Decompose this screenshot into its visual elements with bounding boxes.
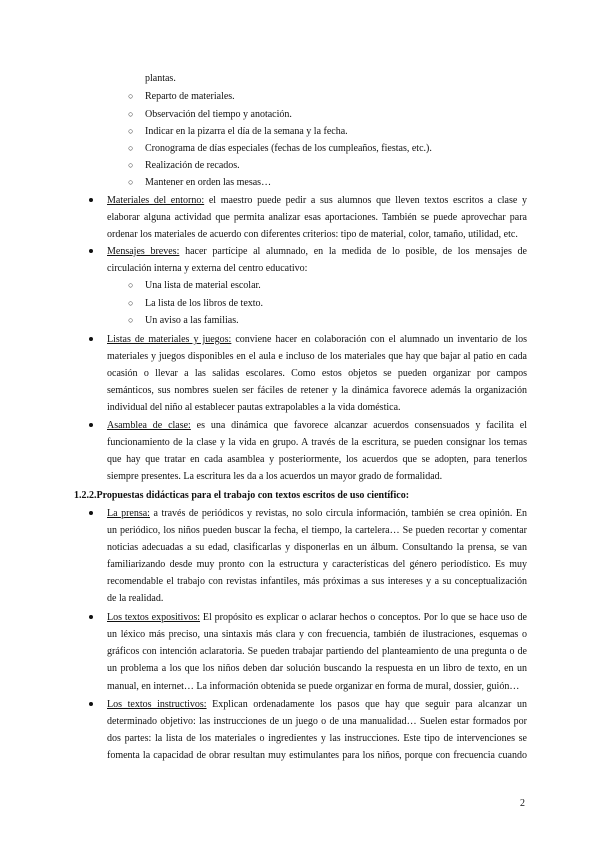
item-title: La prensa: — [107, 508, 150, 519]
paragraph-line: noticias adecuadas a su edad, clasificarlas y disponerlas en un álbum. Consultando la prensa, se van — [107, 542, 527, 553]
circle-bullet-icon: ○ — [128, 143, 134, 153]
paragraph-line: familiarizando desde muy pronto con la estructura y características del género periodístico. Es muy — [107, 559, 527, 570]
paragraph-line: Asamblea de clase: es una dinámica que favorece alcanzar acuerdos consensuados y facilita el — [107, 420, 528, 431]
item-title: Los textos expositivos: — [107, 612, 201, 623]
paragraph-line: gráficos con intención aclaratoria. Se pueden trabajar partiendo del planteamiento de una pregunta o de — [107, 646, 527, 657]
circle-bullet-icon: ○ — [128, 126, 134, 136]
paragraph-line: ordenar los materiales de acuerdo con diferentes criterios: tipo de material, color, tamaño, utilidad, etc. — [107, 229, 518, 240]
paragraph-line: fomenta la capacidad de obrar resultan muy estimulantes para los niños, porque con frecuencia cuando — [107, 750, 527, 761]
paragraph-line: Listas de materiales y juegos: conviene hacer en colaboración con el alumnado un inventario de los — [107, 334, 527, 345]
paragraph-line: de la realidad. — [107, 593, 164, 604]
paragraph-line: materiales y juegos disponibles en el aula e incluso de los materiales que hay que bajar al patio en cada — [107, 351, 527, 362]
list-item: Indicar en la pizarra el día de la semana y la fecha. — [145, 126, 348, 137]
bullet-icon — [89, 615, 93, 619]
circle-bullet-icon: ○ — [128, 91, 134, 101]
circle-bullet-icon: ○ — [128, 177, 134, 187]
bullet-icon — [89, 511, 93, 515]
paragraph-line: ocasión o llevar a las salidas escolares. Como estos objetos se pueden organizar por campos — [107, 368, 527, 379]
paragraph-line: determinado objetivo: las instrucciones de un juego o de una manualidad… Suelen estar formados por — [107, 716, 527, 727]
list-item: Reparto de materiales. — [145, 91, 235, 102]
item-title: Mensajes breves: — [107, 246, 180, 257]
paragraph-line: recomendable el trabajo con revistas infantiles, más próximas a sus intereses y a su conceptualización — [107, 576, 527, 587]
paragraph-line: que hay que tratar en cada asamblea y posteriormente, los acuerdos que se adopten, para tenerlos — [107, 454, 527, 465]
bullet-icon — [89, 702, 93, 706]
page-number: 2 — [520, 798, 525, 809]
circle-bullet-icon: ○ — [128, 315, 134, 325]
list-item: Realización de recados. — [145, 160, 240, 171]
bullet-icon — [89, 249, 93, 253]
item-title: Asamblea de clase: — [107, 420, 191, 431]
paragraph-line: un problema a los que los niños deben dar solución buscando la respuesta en un libro de texto, en un — [107, 663, 527, 674]
bullet-icon — [89, 198, 93, 202]
section-heading: 1.2.2.Propuestas didácticas para el trabajo con textos escritos de uso científico: — [74, 490, 410, 501]
paragraph-line: un léxico más preciso, una sintaxis más clara y con frecuencia, también de ilustraciones, esquemas o — [107, 629, 527, 640]
paragraph-line: semánticos, sus nombres suelen ser fáciles de retener y la dinámica favorece además la organización — [107, 385, 527, 396]
list-item: Mantener en orden las mesas… — [145, 177, 272, 188]
list-item: Observación del tiempo y anotación. — [145, 109, 292, 120]
item-title: Materiales del entorno: — [107, 195, 205, 206]
paragraph-line: un periódico, los niños pueden buscar la fecha, el tiempo, la cartelera… Se pueden recortar y comentar — [107, 525, 527, 536]
circle-bullet-icon: ○ — [128, 160, 134, 170]
circle-bullet-icon: ○ — [128, 280, 134, 290]
paragraph-line: Mensajes breves: hacer partícipe al alumnado, en la medida de lo posible, de los mensajes de — [107, 246, 527, 257]
item-title: Los textos instructivos: — [107, 699, 207, 710]
list-item: plantas. — [145, 73, 176, 84]
list-item: Una lista de material escolar. — [145, 280, 261, 291]
list-item: Cronograma de días especiales (fechas de los cumpleaños, fiestas, etc.). — [145, 143, 432, 154]
paragraph-line: Materiales del entorno: el maestro puede pedir a sus alumnos que lleven textos escritos a clase y — [107, 195, 527, 206]
paragraph-line: Los textos expositivos: El propósito es explicar o aclarar hechos o conceptos. Por lo que se hace uso de — [107, 612, 527, 623]
circle-bullet-icon: ○ — [128, 298, 134, 308]
item-title: Listas de materiales y juegos: — [107, 334, 232, 345]
paragraph-line: individual del niño al establecer pautas extrapolables a la vida doméstica. — [107, 402, 401, 413]
bullet-icon — [89, 337, 93, 341]
paragraph-line: funcionamiento de la clase y la vida en grupo. A través de la escritura, se pueden consignar los temas — [107, 437, 527, 448]
paragraph-line: Los textos instructivos: Explican ordenadamente los pasos que hay que seguir para alcanzar un — [107, 699, 527, 710]
bullet-icon — [89, 423, 93, 427]
paragraph-line: circulación interna y externa del centro educativo: — [107, 263, 308, 274]
list-item: La lista de los libros de texto. — [145, 298, 264, 309]
paragraph-line: siempre presentes. La escritura les da a los acuerdos un mayor grado de formalidad. — [107, 471, 443, 482]
list-item: Un aviso a las familias. — [145, 315, 239, 326]
paragraph-line: manual, en internet… La información obtenida se puede organizar en forma de mural, dossier, guión… — [107, 681, 520, 692]
circle-bullet-icon: ○ — [128, 109, 134, 119]
paragraph-line: La prensa: a través de periódicos y revistas, no solo circula información, también se crea opinión. En — [107, 508, 527, 519]
paragraph-line: elaborar alguna actividad que permita analizar esas aportaciones. También se puede aprovechar para — [107, 212, 527, 223]
paragraph-line: dos partes: la lista de los materiales o ingredientes y las instrucciones. Este tipo de intervenciones se — [107, 733, 527, 744]
